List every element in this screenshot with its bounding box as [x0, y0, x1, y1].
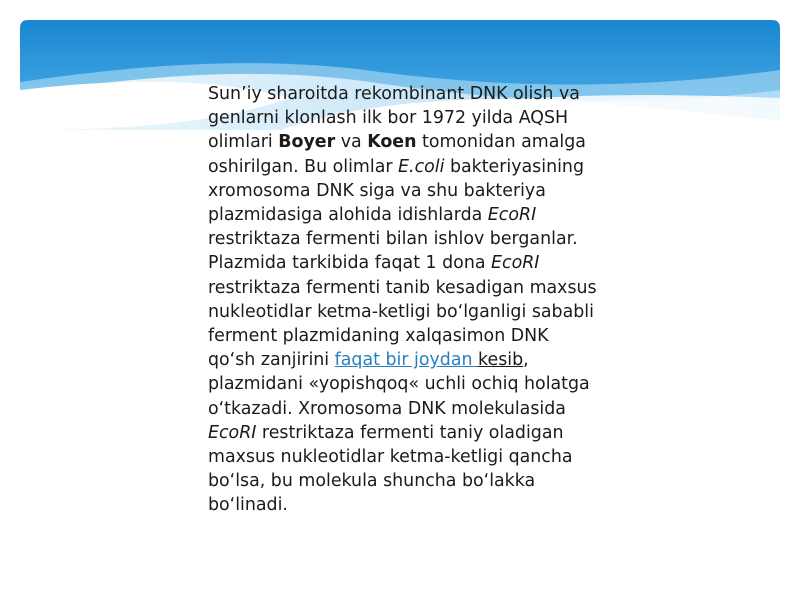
text-segment: restriktaza fermenti tanib kesadigan maxsus nukleotidlar ketma-ketligi bo‘lganligi sababli ferment plazmidaning xalqasimon DNK qo‘sh zanjirini	[208, 277, 597, 371]
text-segment: tomonidan amalga oshirilgan. Bu olimlar	[208, 132, 586, 177]
term-ecori: EcoRI	[208, 422, 257, 443]
text-segment: restriktaza fermenti taniy oladigan maxsus nukleotidlar ketma-ketligi qancha bo‘lsa, bu molekula shuncha bo‘lakka bo‘linadi.	[208, 422, 573, 516]
name-koen: Koen	[367, 132, 417, 153]
text-segment: , plazmidani «yopishqoq« uchli ochiq holatga o‘tkazadi. Xromosoma DNK molekulasida	[208, 350, 590, 419]
term-ecori: EcoRI	[487, 205, 537, 226]
text-segment: va	[335, 132, 368, 153]
body-text	[208, 82, 600, 518]
name-boyer: Boyer	[278, 132, 336, 153]
text-segment: bakteriyasining xromosoma DNK siga va shu bakteriya plazmidasiga alohida idishlarda	[208, 156, 584, 226]
text-segment: Sun’iy sharoitda rekombinant DNK olish va genlarni klonlash ilk bor 1972 yilda AQSH olimlari	[208, 84, 580, 153]
term-ecoli: E.coli	[398, 156, 445, 177]
hyperlink-faqat-bir-joydan[interactable]: faqat bir joydan	[334, 350, 479, 371]
underlined-kesib: kesib	[478, 350, 524, 371]
term-ecori: EcoRI	[491, 253, 540, 274]
text-segment: restriktaza fermenti bilan ishlov berganlar. Plazmida tarkibida faqat 1 dona	[208, 229, 578, 274]
